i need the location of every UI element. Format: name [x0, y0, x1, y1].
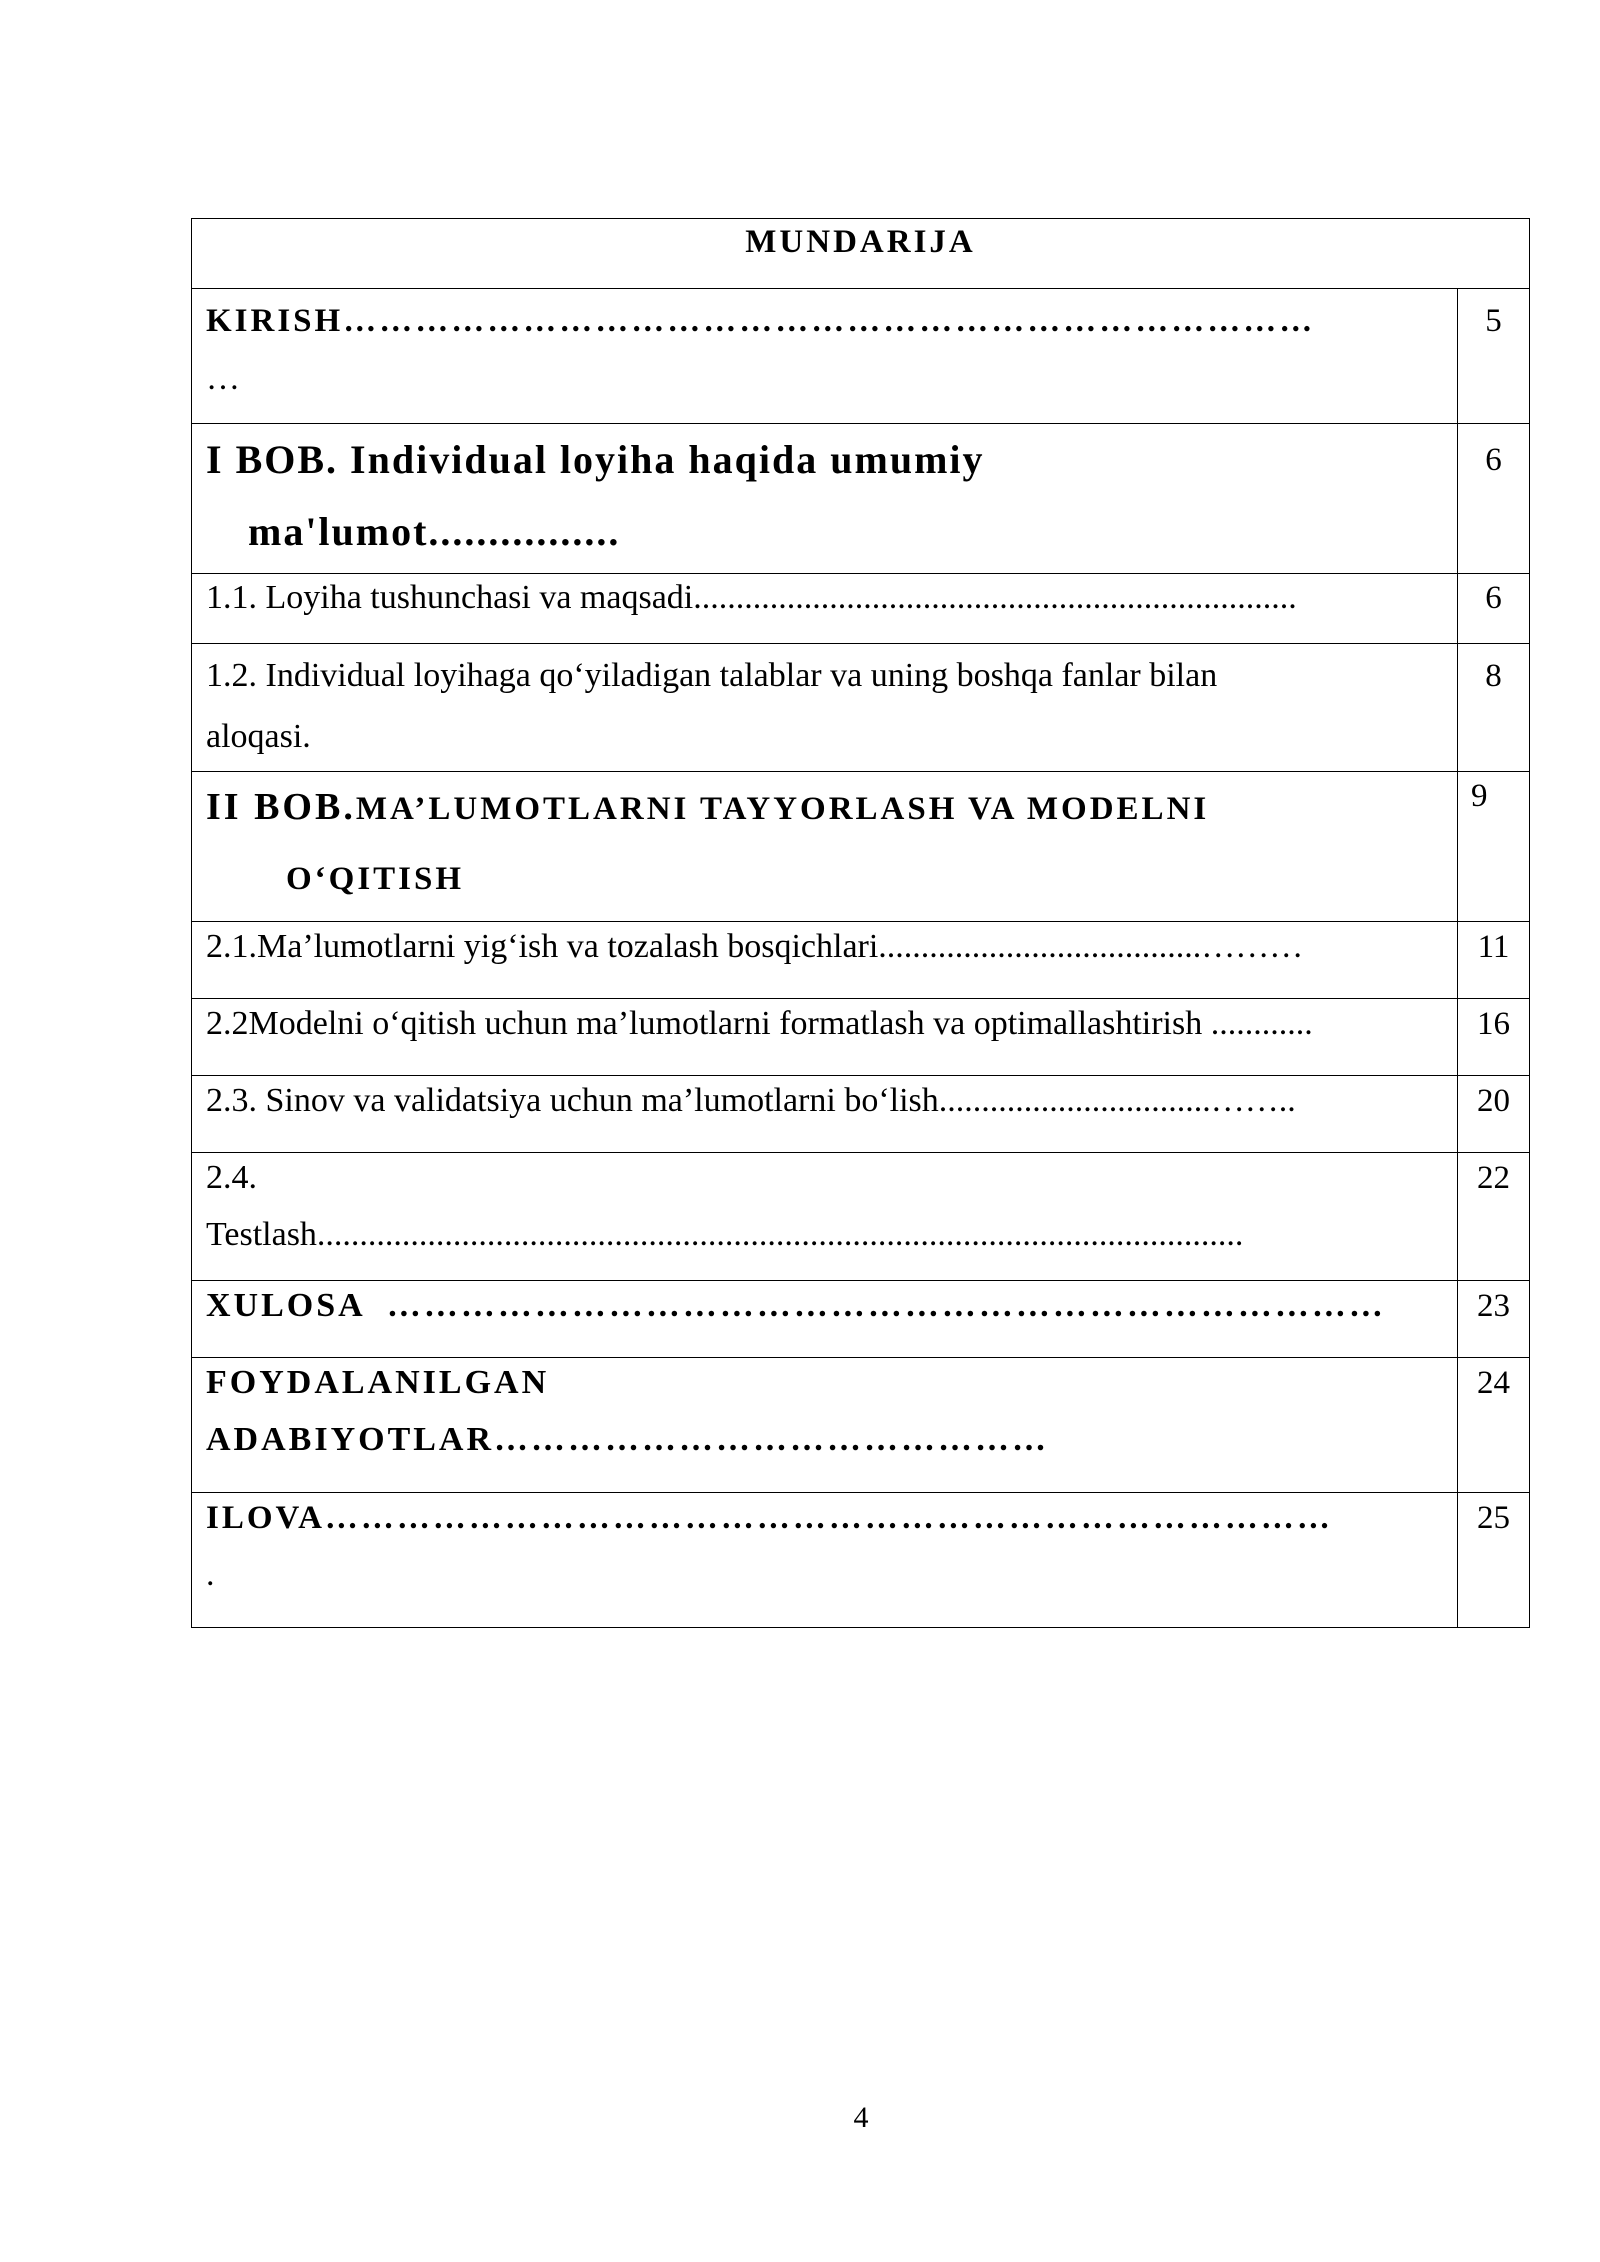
toc-label-line2: ADABIYOTLAR………………………………………: [206, 1421, 1050, 1458]
toc-page-number: 9: [1458, 772, 1530, 922]
toc-page-number: 6: [1458, 574, 1530, 644]
table-of-contents: [191, 218, 1530, 1628]
toc-label: 2.1.Ma’lumotlarni yig‘ish va tozalash bosqichlari......................................………: [192, 922, 1458, 999]
toc-label: [192, 1153, 1458, 1281]
toc-row-2-2: [192, 999, 1530, 1076]
toc-label-line1-small: MA’LUMOTLARNI TAYYORLASH VA MODELNI: [355, 791, 1210, 827]
toc-row-chapter-2: [192, 772, 1530, 922]
toc-label-line1: KIRISH………………………………………………………………………: [206, 303, 1316, 339]
toc-row-kirish: [192, 289, 1530, 424]
toc-label-line1: ILOVA…………………………………………………………………………: [206, 1500, 1333, 1536]
toc-label: [192, 1358, 1458, 1493]
toc-label: 2.2Modelni o‘qitish uchun ma’lumotlarni formatlash va optimallashtirish ............: [192, 999, 1458, 1076]
toc-label: 1.1. Loyiha tushunchasi va maqsadi.......................................................................: [192, 574, 1458, 644]
toc-row-xulosa: [192, 1281, 1530, 1358]
toc-row-1-2: [192, 644, 1530, 772]
toc-label-line1: I BOB. Individual loyiha haqida umumiy: [206, 437, 985, 482]
toc-label-line1: 1.2. Individual loyihaga qo‘yiladigan talablar va uning boshqa fanlar bilan: [206, 657, 1218, 694]
page-number: 4: [853, 2101, 869, 2134]
toc-label-line2: …: [206, 360, 240, 397]
toc-page-number: 25: [1458, 1493, 1530, 1628]
toc-label-line2: aloqasi.: [206, 718, 311, 755]
toc-page-number: 6: [1458, 424, 1530, 574]
toc-label-line1: FOYDALANILGAN: [206, 1364, 550, 1401]
toc-row-2-1: [192, 922, 1530, 999]
toc-title: MUNDARIJA: [192, 219, 1530, 289]
toc-page-number: 8: [1458, 644, 1530, 772]
toc-label-line1: 2.4.: [206, 1159, 257, 1196]
toc-row-chapter-1: [192, 424, 1530, 574]
toc-page-number: 5: [1458, 289, 1530, 424]
toc-row-1-1: [192, 574, 1530, 644]
toc-title-row: [192, 219, 1530, 289]
toc-page-number: 24: [1458, 1358, 1530, 1493]
toc-row-references: [192, 1358, 1530, 1493]
toc-row-2-4: [192, 1153, 1530, 1281]
toc-label: [192, 1493, 1458, 1628]
toc-page-number: 23: [1458, 1281, 1530, 1358]
toc-label-line1-big: II BOB.: [206, 786, 356, 828]
toc-label-line2: ma'lumot................: [248, 509, 621, 554]
toc-page-number: 20: [1458, 1076, 1530, 1153]
toc-label: 2.3. Sinov va validatsiya uchun ma’lumotlarni bo‘lish................................……..: [192, 1076, 1458, 1153]
toc-row-2-3: [192, 1076, 1530, 1153]
toc-page-number: 22: [1458, 1153, 1530, 1281]
toc-label: [192, 772, 1458, 922]
toc-label-line2: .: [206, 1556, 215, 1593]
toc-label: XULOSA ………………………………………………………………………: [192, 1281, 1458, 1358]
toc-label: [192, 644, 1458, 772]
toc-page-number: 16: [1458, 999, 1530, 1076]
toc-label: [192, 424, 1458, 574]
toc-row-ilova: [192, 1493, 1530, 1628]
toc-label-line2: Testlash.............................................................................................................: [206, 1216, 1244, 1253]
toc-label: [192, 289, 1458, 424]
toc-page-number: 11: [1458, 922, 1530, 999]
toc-label-line2: O‘QITISH: [286, 861, 465, 897]
